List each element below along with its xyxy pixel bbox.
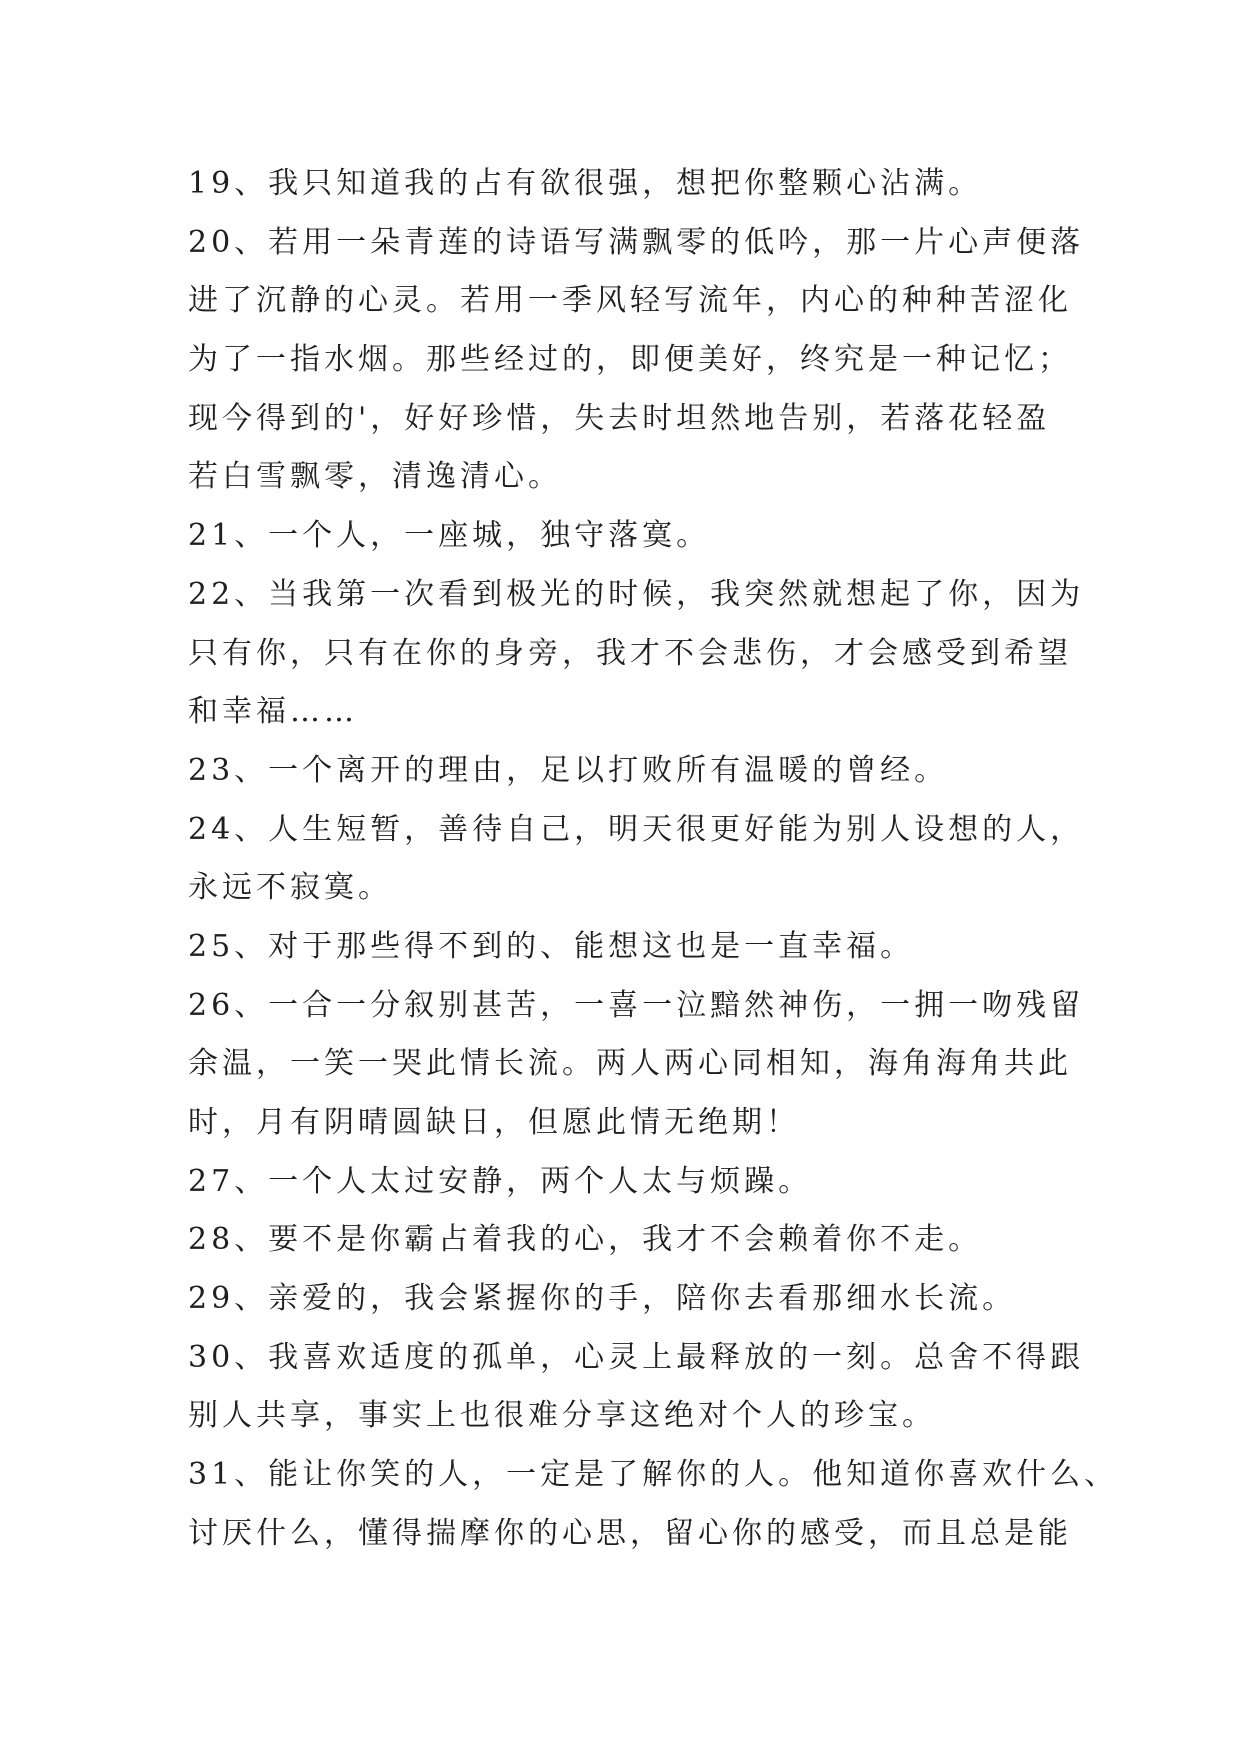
text-line: 永远不寂寞。 [188,870,392,906]
document-body [188,155,1119,1564]
text-line: 21、一个人，一座城，独守落寞。 [188,518,711,554]
text-line: 别人共享，事实上也很难分享这绝对个人的珍宝。 [188,1398,936,1434]
text-line: 只有你，只有在你的身旁，我才不会悲伤，才会感受到希望 [188,635,1072,671]
text-line: 进了沉静的心灵。若用一季风轻写流年，内心的种种苦涩化 [188,283,1072,319]
text-line: 31、能让你笑的人，一定是了解你的人。他知道你喜欢什么、 [188,1457,1119,1493]
text-line: 20、若用一朵青莲的诗语写满飘零的低吟，那一片心声便落 [188,224,1085,260]
text-line: 为了一指水烟。那些经过的，即便美好，终究是一种记忆； [188,342,1072,378]
text-line: 29、亲爱的，我会紧握你的手，陪你去看那细水长流。 [188,1281,1017,1317]
text-line: 25、对于那些得不到的、能想这也是一直幸福。 [188,928,915,964]
text-line: 30、我喜欢适度的孤单，心灵上最释放的一刻。总舍不得跟 [188,1339,1085,1375]
text-line: 19、我只知道我的占有欲很强，想把你整颗心沾满。 [188,166,983,201]
text-line: 时，月有阴晴圆缺日，但愿此情无绝期！ [188,1105,800,1140]
text-line: 讨厌什么，懂得揣摩你的心思，留心你的感受，而且总是能 [188,1515,1072,1551]
text-line: 余温，一笑一哭此情长流。两人两心同相知，海角海角共此 [188,1046,1072,1082]
text-line: 22、当我第一次看到极光的时候，我突然就想起了你，因为 [188,576,1085,612]
text-line: 现今得到的'，好好珍惜，失去时坦然地告别，若落花轻盈 [188,400,1051,436]
text-line: 27、一个人太过安静，两个人太与烦躁。 [188,1163,813,1199]
text-line: 和幸福…… [188,694,358,730]
text-line: 24、人生短暂，善待自己，明天很更好能为别人设想的人， [188,811,1085,847]
text-line: 23、一个离开的理由，足以打败所有温暖的曾经。 [188,752,949,788]
text-line: 若白雪飘零，清逸清心。 [188,459,562,495]
text-line: 26、一合一分叙别甚苦，一喜一泣黯然神伤，一拥一吻残留 [188,987,1085,1023]
text-line: 28、要不是你霸占着我的心，我才不会赖着你不走。 [188,1222,983,1258]
